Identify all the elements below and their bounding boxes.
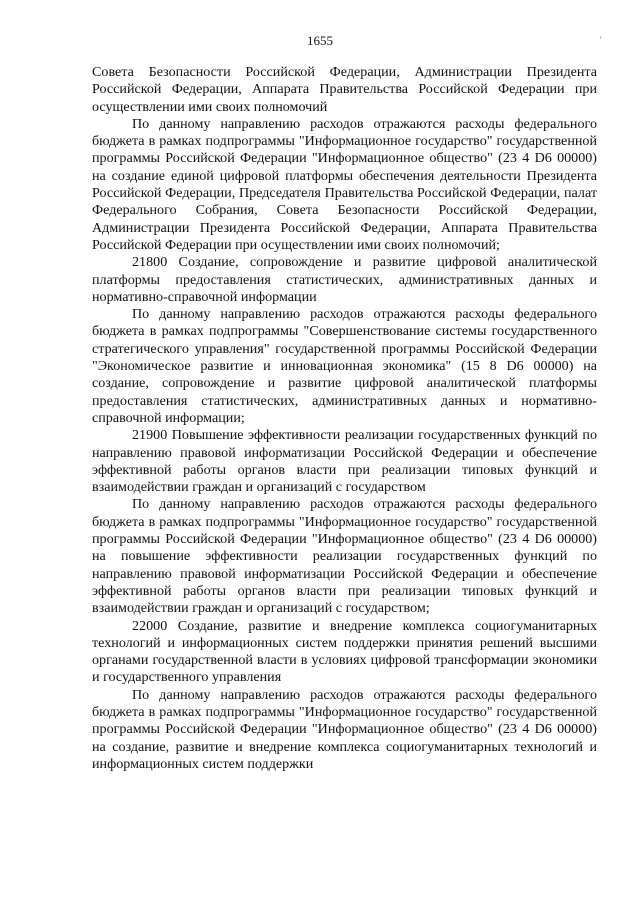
document-body — [92, 64, 597, 773]
corner-mark: ' — [600, 35, 602, 45]
paragraph-7-heading-22000: 22000 Создание, развитие и внедрение комплекса социогуманитарных технологий и информационных систем поддержки принятия решений высшими органами государственной власти в условиях цифровой трансформации экономики и государственного управления — [92, 617, 597, 686]
paragraph-3-heading-21800: 21800 Создание, сопровождение и развитие цифровой аналитической платформы предоставления статистических, административных данных и нормативно-справочной информации — [92, 254, 597, 305]
paragraph-8: По данному направлению расходов отражаются расходы федерального бюджета в рамках подпрограммы "Информационное государство" государственной программы Российской Федерации "Информационное общество" (23 4 D6 00000) на создание, развитие и внедрение комплекса социогуманитарных технологий и информационных систем поддержки — [92, 686, 597, 772]
page-number: 1655 — [307, 33, 333, 48]
paragraph-2: По данному направлению расходов отражаются расходы федерального бюджета в рамках подпрограммы "Информационное государство" государственной программы Российской Федерации "Информационное общество" (23 4 D6 00000) на создание единой цифровой платформы обеспечения деятельности Президента Российской Федерации, Председателя Правительства Российской Федерации, палат Федерального Собрания, Совета Безопасности Российской Федерации, Администрации Президента Российской Федерации, Аппарата Правительства Российской Федерации при осуществлении ими своих полномочий; — [92, 115, 597, 253]
paragraph-1: Совета Безопасности Российской Федерации, Администрации Президента Российской Федерации, Аппарата Правительства Российской Федерации при осуществлении ими своих полномочий — [92, 64, 597, 115]
paragraph-6: По данному направлению расходов отражаются расходы федерального бюджета в рамках подпрограммы "Информационное государство" государственной программы Российской Федерации "Информационное общество" (23 4 D6 00000) на повышение эффективности реализации государственных функций по направлению правовой информатизации Российской Федерации и обеспечение эффективной работы органов власти при реализации типовых функций и взаимодействии граждан и организаций с государством; — [92, 496, 597, 617]
paragraph-5-heading-21900: 21900 Повышение эффективности реализации государственных функций по направлению правовой информатизации Российской Федерации и обеспечение эффективной работы органов власти при реализации типовых функций и взаимодействии граждан и организаций с государством — [92, 427, 597, 496]
paragraph-4: По данному направлению расходов отражаются расходы федерального бюджета в рамках подпрограммы "Совершенствование системы государственного стратегического управления" государственной программы Российской Федерации "Экономическое развитие и инновационная экономика" (15 8 D6 00000) на создание, сопровождение и развитие цифровой аналитической платформы предоставления статистических, административных данных и нормативно-справочной информации; — [92, 306, 597, 426]
